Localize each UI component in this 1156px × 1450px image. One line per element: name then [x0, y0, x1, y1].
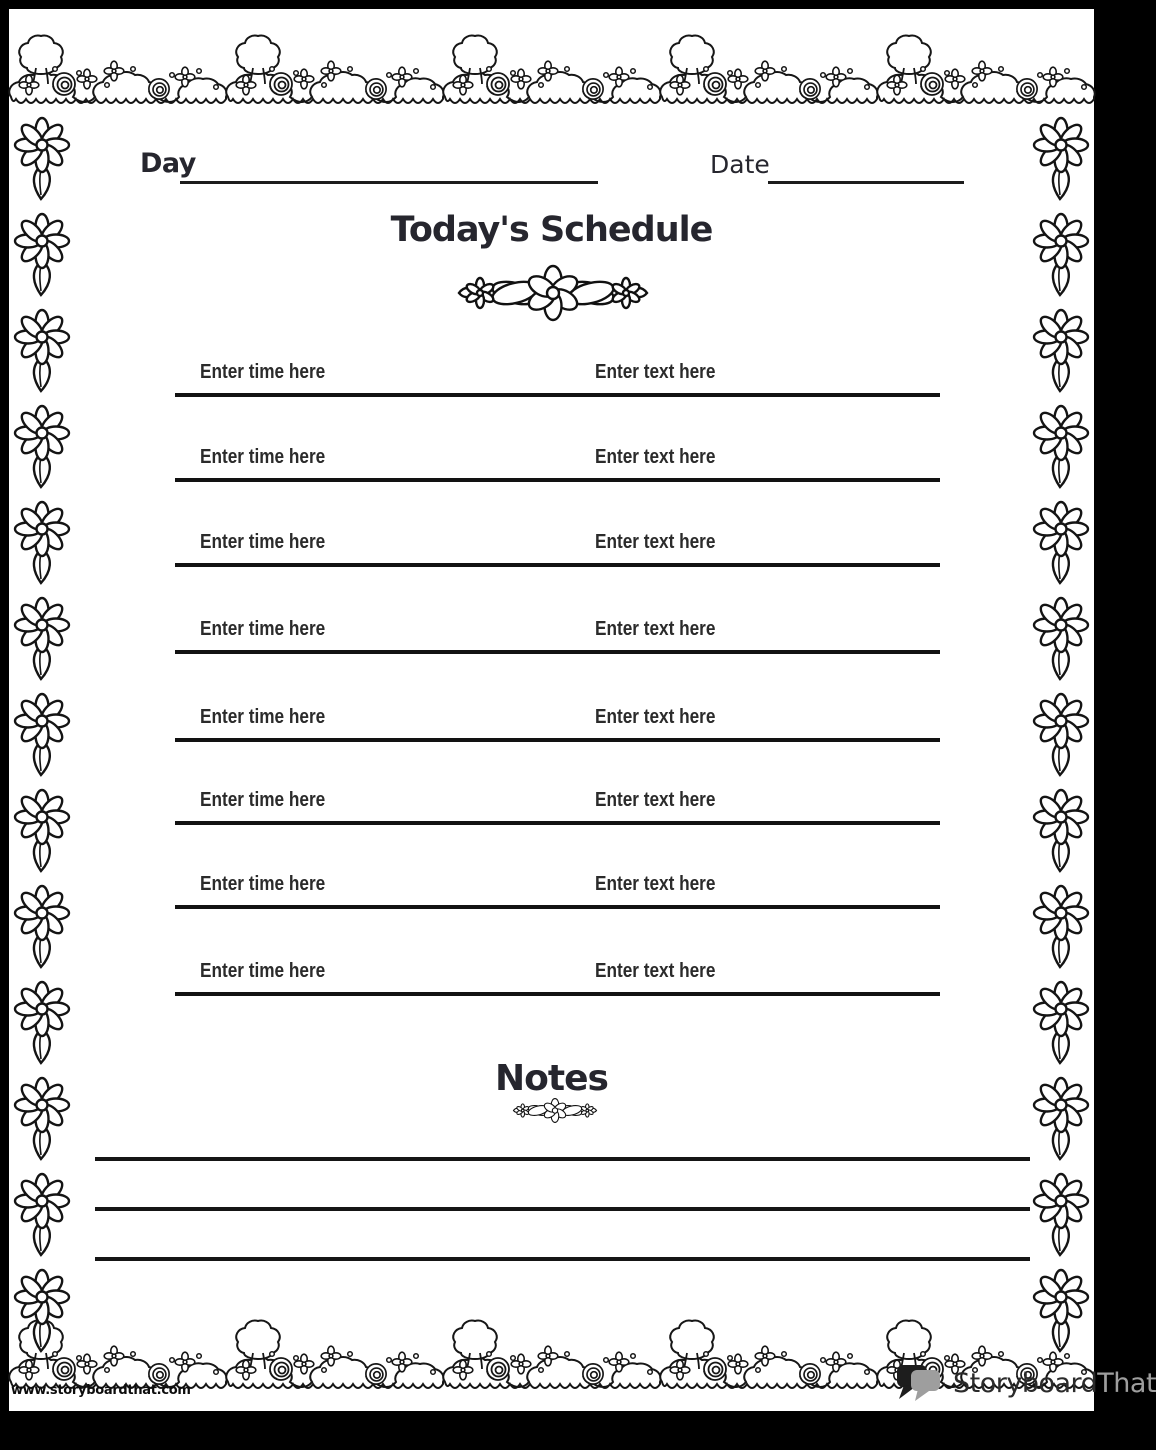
- schedule-row: [175, 608, 940, 654]
- day-label: Day: [140, 148, 196, 179]
- floral-meadow-border-top: [9, 27, 1094, 112]
- logo-text: [953, 1368, 1156, 1399]
- activity-placeholder[interactable]: Enter text here: [595, 960, 716, 982]
- time-placeholder[interactable]: Enter time here: [200, 706, 326, 728]
- schedule-row: [175, 696, 940, 742]
- notes-title: Notes: [495, 1058, 608, 1099]
- schedule-row: [175, 950, 940, 996]
- time-placeholder[interactable]: Enter time here: [200, 361, 326, 383]
- activity-placeholder[interactable]: Enter text here: [595, 361, 716, 383]
- notes-line-3[interactable]: [95, 1257, 1030, 1261]
- time-placeholder[interactable]: Enter time here: [200, 618, 326, 640]
- schedule-template-page: [9, 9, 1156, 1411]
- schedule-row: [175, 351, 940, 397]
- speech-bubbles-icon: [895, 1361, 953, 1405]
- activity-placeholder[interactable]: Enter text here: [595, 618, 716, 640]
- logo-text-that: That: [1097, 1367, 1156, 1399]
- activity-placeholder[interactable]: Enter text here: [595, 789, 716, 811]
- page-title: Today's Schedule: [390, 210, 713, 250]
- website-url: www.storyboardthat.com: [11, 1383, 191, 1398]
- logo-text-storyboard: Storyboard: [953, 1367, 1098, 1399]
- time-placeholder[interactable]: Enter time here: [200, 531, 326, 553]
- time-placeholder[interactable]: Enter time here: [200, 960, 326, 982]
- time-placeholder[interactable]: Enter time here: [200, 873, 326, 895]
- daisy-chain-border-left: [16, 103, 68, 1315]
- floral-flourish-divider-icon: [458, 263, 648, 323]
- activity-placeholder[interactable]: Enter text here: [595, 446, 716, 468]
- schedule-row: [175, 863, 940, 909]
- notes-line-2[interactable]: [95, 1207, 1030, 1211]
- storyboardthat-logo: [895, 1361, 1156, 1405]
- date-input-line[interactable]: [768, 181, 964, 184]
- schedule-row: [175, 779, 940, 825]
- day-input-line[interactable]: [180, 181, 598, 184]
- activity-placeholder[interactable]: Enter text here: [595, 873, 716, 895]
- time-placeholder[interactable]: Enter time here: [200, 446, 326, 468]
- notes-line-1[interactable]: [95, 1157, 1030, 1161]
- notes-flourish-divider-icon: [513, 1097, 597, 1124]
- daisy-chain-border-right: [1035, 103, 1087, 1315]
- time-placeholder[interactable]: Enter time here: [200, 789, 326, 811]
- date-label: Date: [710, 150, 770, 179]
- schedule-row: [175, 521, 940, 567]
- schedule-row: [175, 436, 940, 482]
- activity-placeholder[interactable]: Enter text here: [595, 706, 716, 728]
- activity-placeholder[interactable]: Enter text here: [595, 531, 716, 553]
